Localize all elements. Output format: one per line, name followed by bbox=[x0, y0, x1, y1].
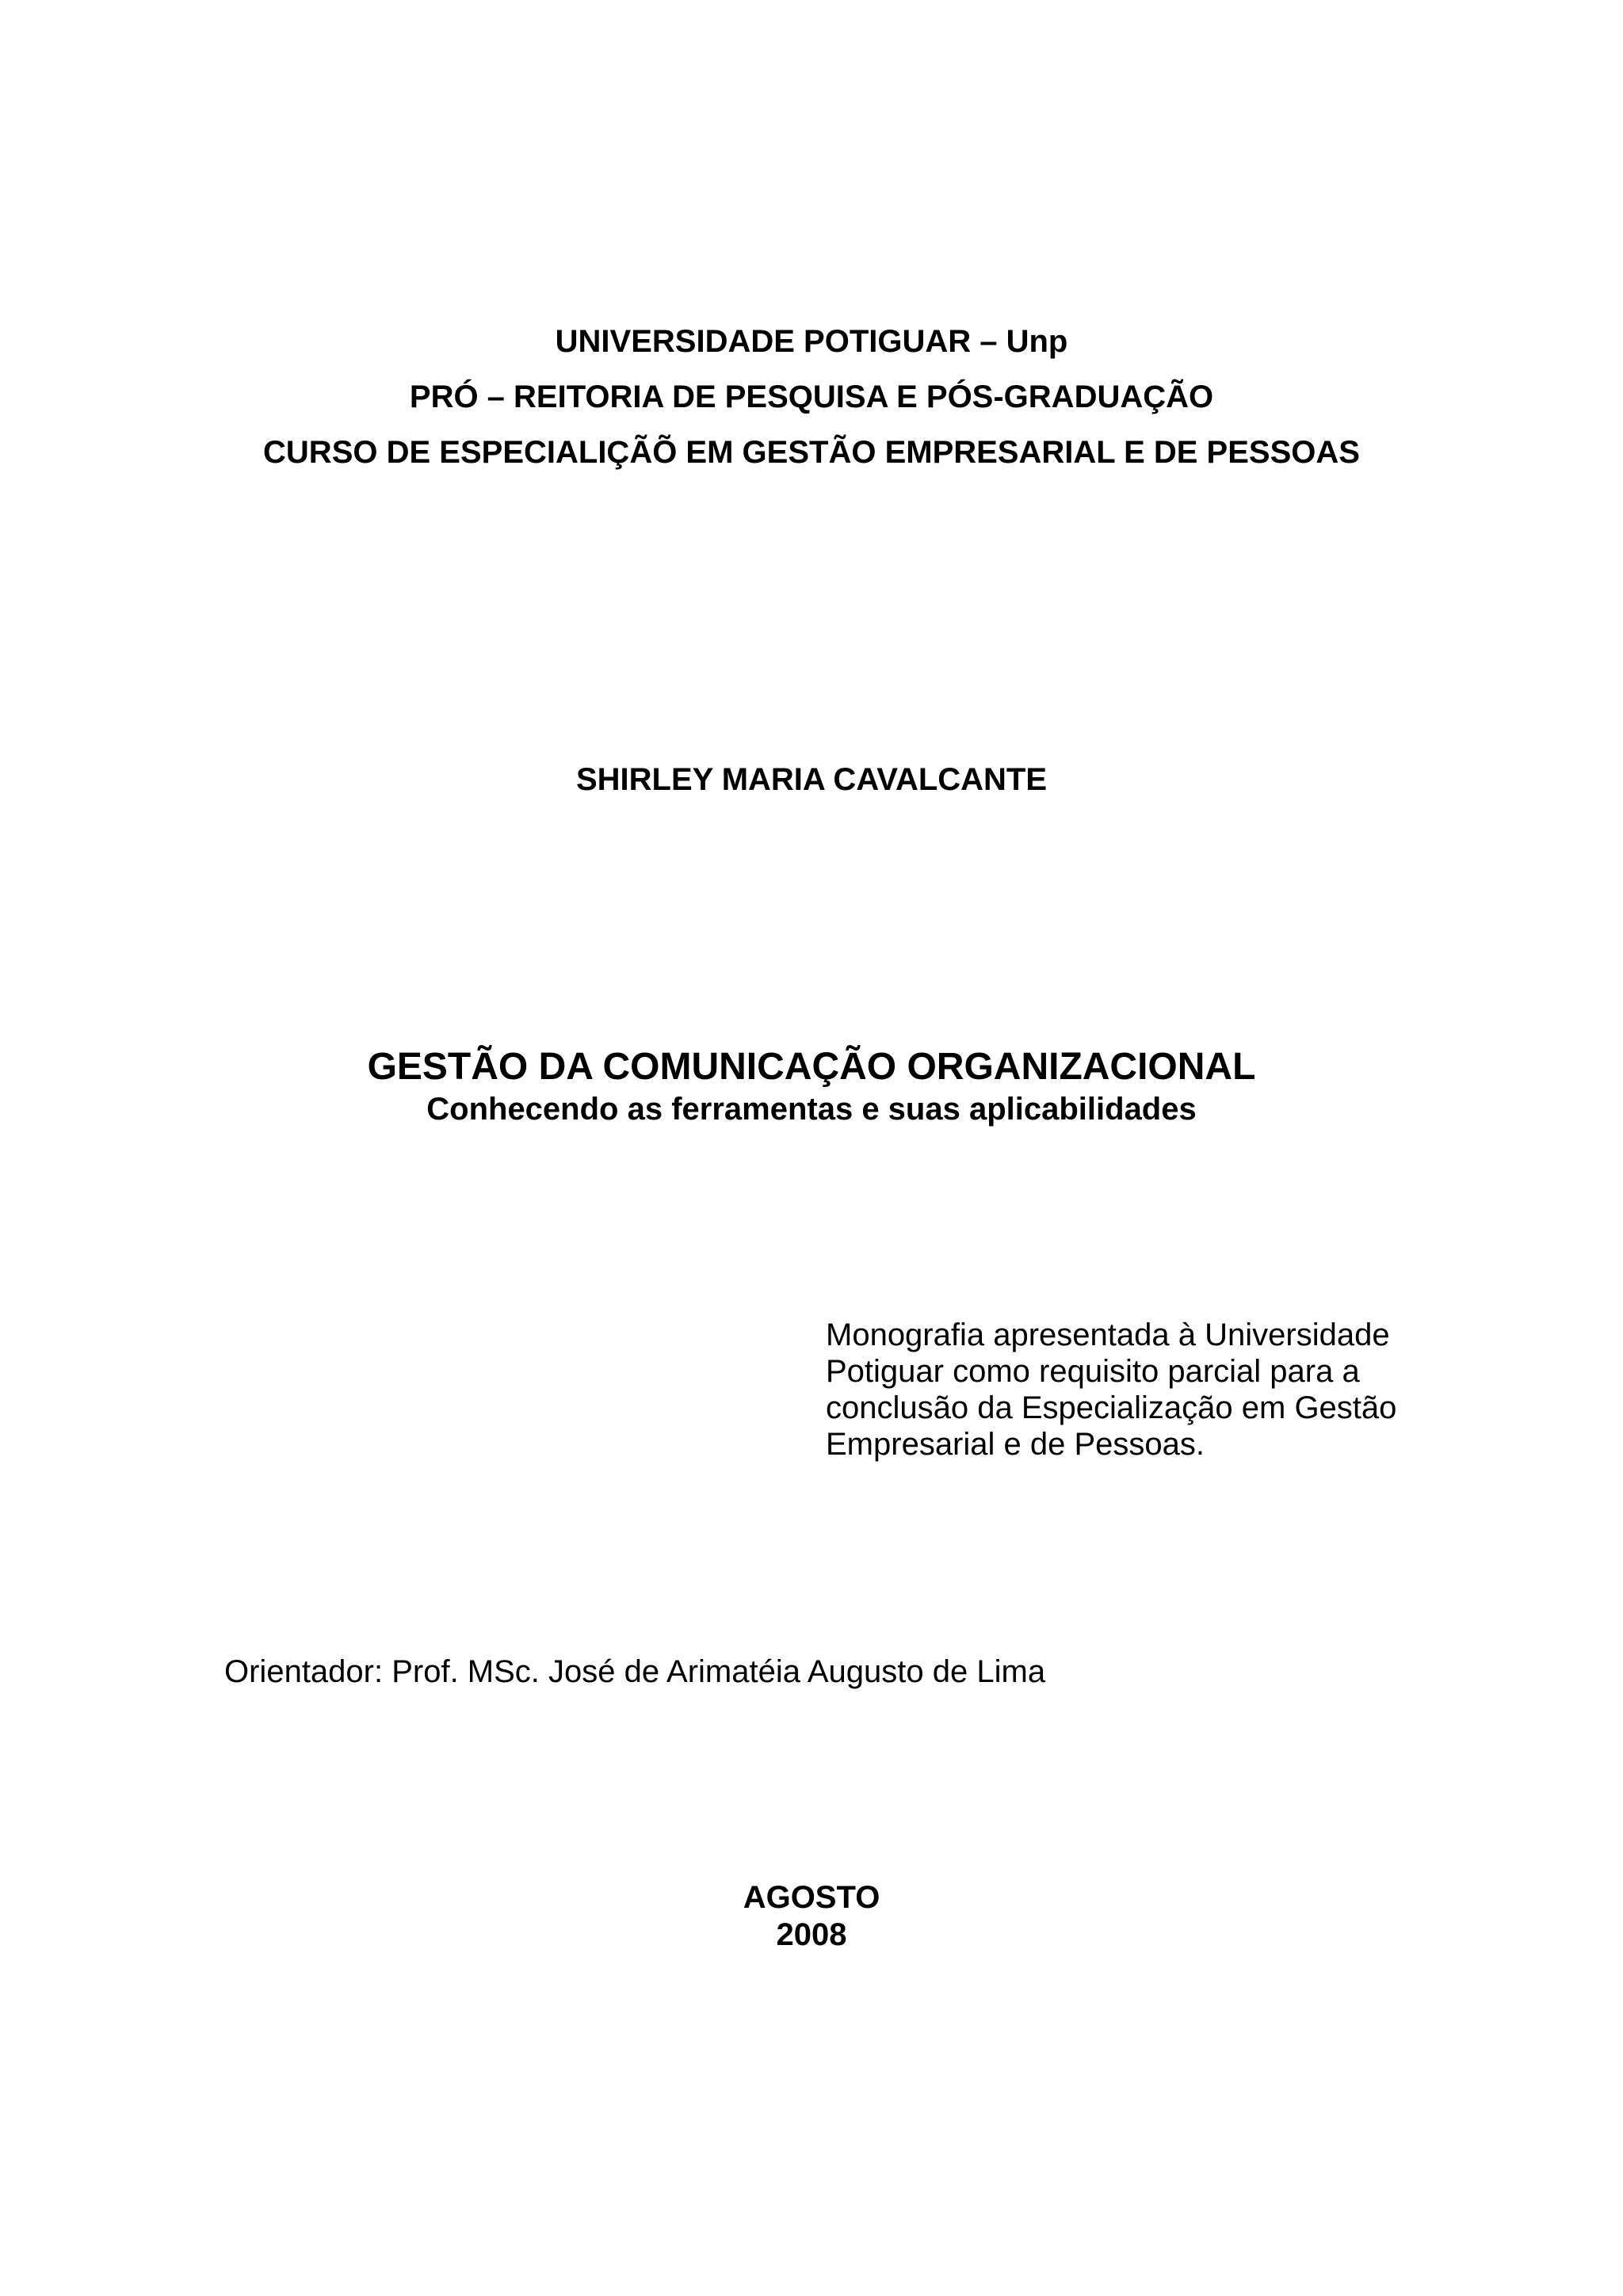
document-title: GESTÃO DA COMUNICAÇÃO ORGANIZACIONAL bbox=[367, 1046, 1256, 1088]
department-name: PRÓ – REITORIA DE PESQUISA E PÓS-GRADUAÇÃO bbox=[409, 379, 1214, 414]
author-name: SHIRLEY MARIA CAVALCANTE bbox=[575, 762, 1048, 797]
description-line: conclusão da Especialização em Gestão bbox=[826, 1390, 1397, 1425]
description-line: Monografia apresentada à Universidade bbox=[826, 1318, 1390, 1352]
document-subtitle: Conhecendo as ferramentas e suas aplicabilidades bbox=[426, 1092, 1197, 1127]
institution-header bbox=[0, 321, 1623, 487]
publication-year: 2008 bbox=[776, 1917, 847, 1952]
publication-month: AGOSTO bbox=[743, 1880, 880, 1915]
publication-date bbox=[0, 1879, 1623, 1954]
advisor-name: Orientador: Prof. MSc. José de Arimatéia Augusto de Lima bbox=[224, 1654, 1046, 1689]
university-name: UNIVERSIDADE POTIGUAR – Unp bbox=[555, 324, 1068, 359]
course-name: CURSO DE ESPECIALIÇÃÕ EM GESTÃO EMPRESARIAL E DE PESSOAS bbox=[263, 435, 1360, 470]
description-line: Empresarial e de Pessoas. bbox=[826, 1427, 1205, 1462]
monograph-description bbox=[826, 1317, 1444, 1463]
description-line: Potiguar como requisito parcial para a bbox=[826, 1354, 1360, 1389]
